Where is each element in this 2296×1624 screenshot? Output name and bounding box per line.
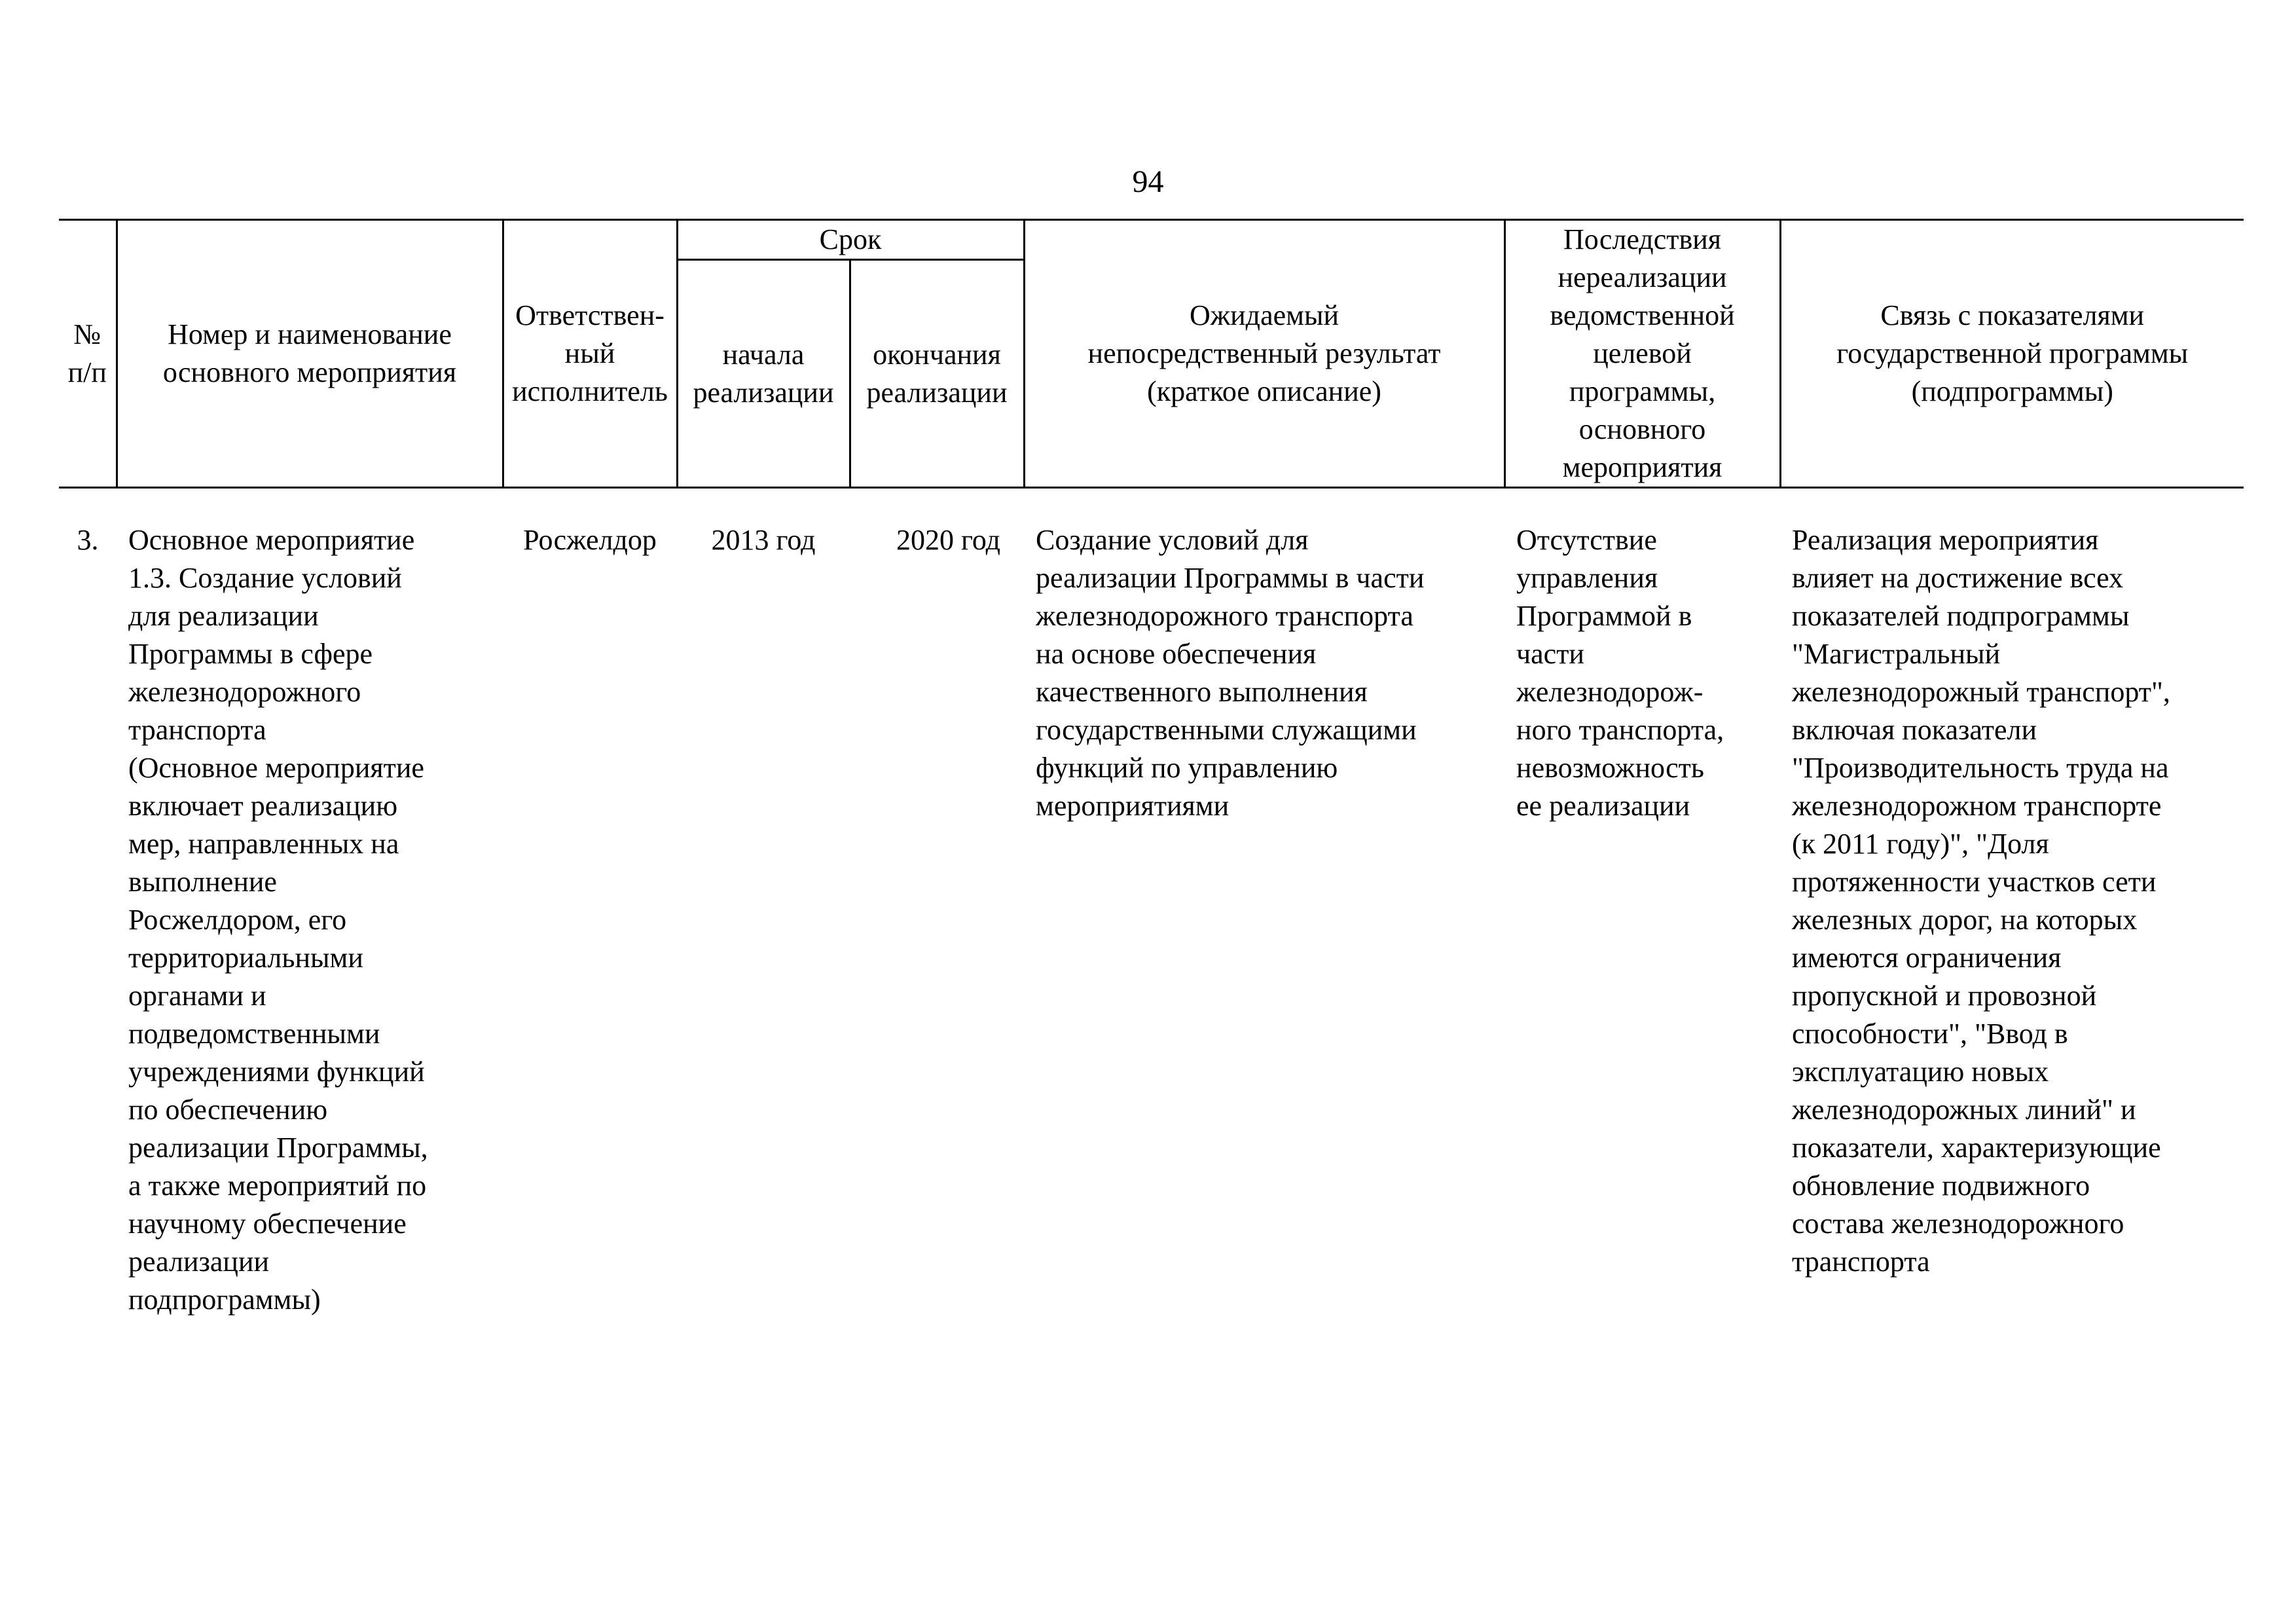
row-expected-result: Создание условий для реализации Программы в части железнодорожного транспорта на основе обеспечения качественного выполнения государственными служащими функций по управлению мероприятиями	[1036, 524, 1425, 822]
row-number: 3.	[77, 524, 99, 556]
header-term-end: окончания реализации	[850, 260, 1024, 488]
header-term-start: начала реализации	[677, 260, 850, 488]
table-header	[59, 220, 2244, 488]
header-name: Номер и наименование основного мероприятия	[117, 220, 503, 488]
header-term: Срок	[677, 220, 1024, 260]
header-executor: Ответствен- ный исполнитель	[503, 220, 677, 488]
row-link: Реализация мероприятия влияет на достижение всех показателей подпрограммы "Магистральный железнодорожный транспорт", включая показатели "Производительность труда на железнодорожном транспорте (к 2011 году)", "Доля протяженности участков сети железных дорог, на которых имеются ограничения пропускной и провозной способности", "Ввод в эксплуатацию новых железнодорожных линий" и показатели, характеризующие обновление подвижного состава железнодорожного транспорта	[1792, 524, 2170, 1278]
header-number: № п/п	[59, 220, 117, 488]
row-term-start: 2013 год	[711, 524, 816, 556]
table-row	[59, 521, 2244, 1319]
header-consequences: Последствия нереализации ведомственной целевой программы, основного мероприятия	[1504, 220, 1780, 488]
row-term-end: 2020 год	[896, 524, 1001, 556]
row-name: Основное мероприятие 1.3. Создание условий для реализации Программы в сфере железнодорожного транспорта (Основное мероприятие включает реализацию мер, направленных на выполнение Росжелдором, его территориальными органами и подведомственными учреждениями функций по обеспечению реализации Программы, а также мероприятий по научному обеспечение реализации подпрограммы)	[128, 524, 428, 1316]
program-measures-table	[59, 219, 2244, 1319]
header-expected-result: Ожидаемый непосредственный результат (краткое описание)	[1024, 220, 1504, 488]
row-executor: Росжелдор	[523, 524, 657, 556]
header-link: Связь с показателями государственной программы (подпрограммы)	[1780, 220, 2244, 488]
page-number: 94	[1132, 164, 1164, 199]
row-consequences: Отсутствие управления Программой в части железнодорож- ного транспорта, невозможность ее реализации	[1516, 524, 1724, 822]
